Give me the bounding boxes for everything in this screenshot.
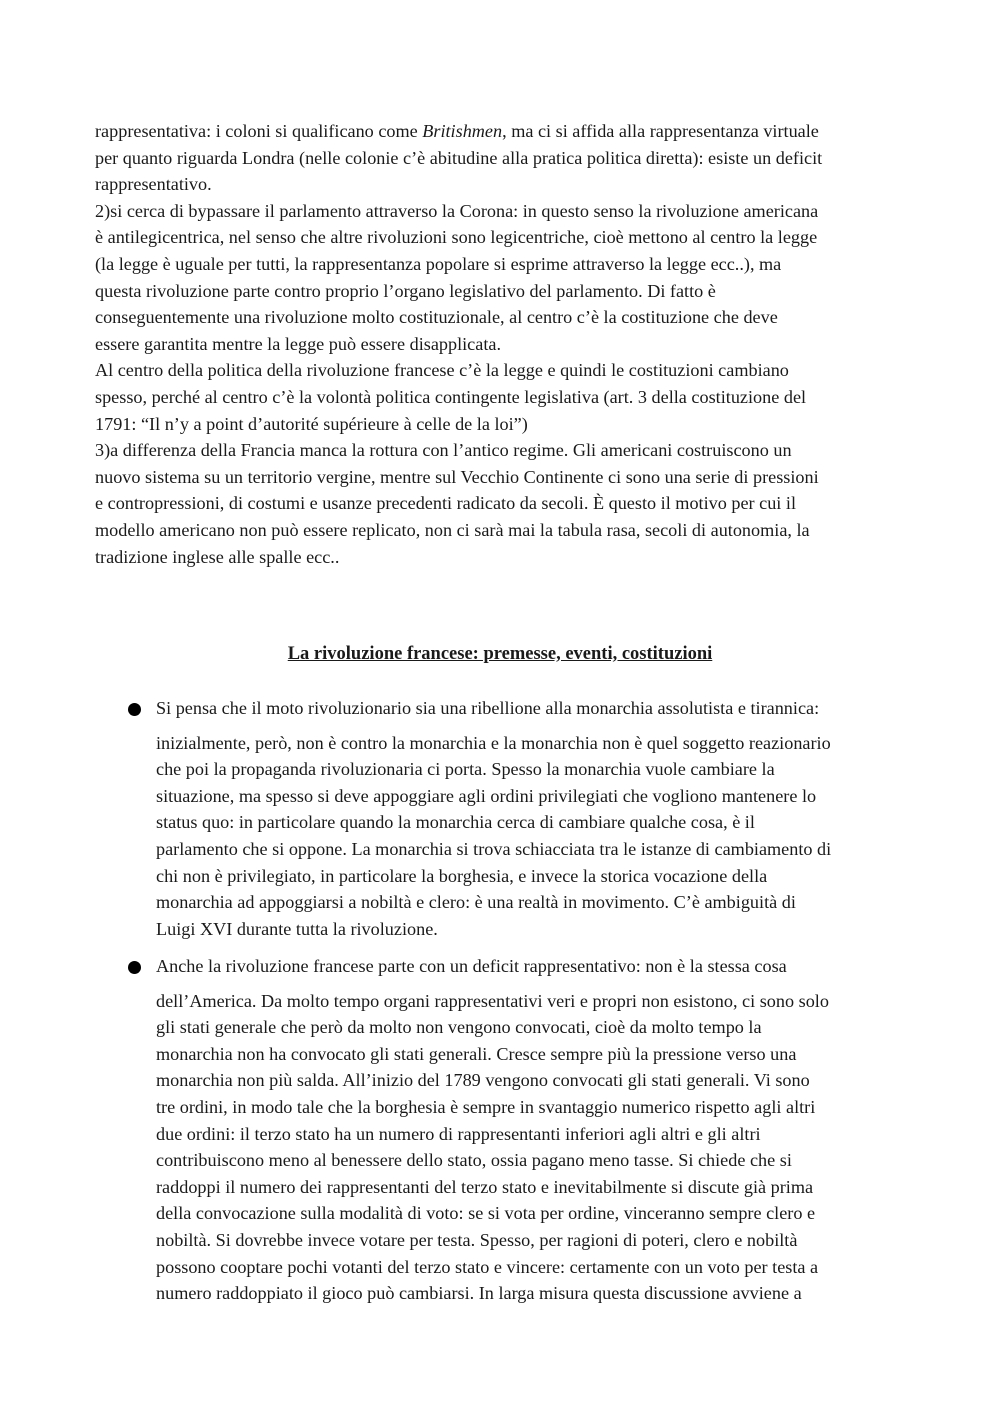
text-line: è antilegicentrica, nel senso che altre rivoluzioni sono legicentriche, cioè mettono al centro la legge [95, 227, 818, 248]
text-line: rappresentativo. [95, 174, 212, 195]
text-line: status quo: in particolare quando la monarchia cerca di cambiare qualche cosa, è il [156, 812, 755, 833]
text-line: contribuiscono meno al benessere dello stato, ossia pagano meno tasse. Si chiede che si [156, 1150, 792, 1171]
bullet-item [156, 695, 916, 942]
text-line: 3)a differenza della Francia manca la rottura con l’antico regime. Gli americani costruiscono un [95, 440, 792, 461]
bullet-dot-icon [128, 961, 141, 974]
text-line: monarchia non ha convocato gli stati generali. Cresce sempre più la pressione verso una [156, 1043, 797, 1064]
text-line: due ordini: il terzo stato ha un numero di rappresentanti inferiori agli altri e gli altri [156, 1123, 761, 1144]
text-line: spesso, perché al centro c’è la volontà politica contingente legislativa (art. 3 della costituzione del [95, 386, 807, 407]
text-line: Luigi XVI durante tutta la rivoluzione. [156, 918, 438, 939]
text-line: (la legge è uguale per tutti, la rappresentanza popolare si esprime attraverso la legge ecc..), ma [95, 253, 782, 274]
text-line: nuovo sistema su un territorio vergine, mentre sul Vecchio Continente ci sono una serie di pressioni [95, 466, 819, 487]
text-line: raddoppi il numero dei rappresentanti del terzo stato e inevitabilmente si discute già prima [156, 1176, 814, 1197]
text-line: e contropressioni, di costumi e usanze precedenti radicato da secoli. È questo il motivo per cui il [95, 493, 797, 514]
text-line: nobiltà. Si dovrebbe invece votare per testa. Spesso, per ragioni di poteri, clero e nobiltà [156, 1229, 798, 1250]
text-line: della convocazione sulla modalità di voto: se si vota per ordine, vinceranno sempre clero e [156, 1203, 816, 1224]
text-line: questa rivoluzione parte contro proprio l’organo legislativo del parlamento. Di fatto è [95, 280, 716, 301]
italic-term: Britishmen [422, 121, 503, 141]
text-line: rappresentativa: i coloni si qualificano come Britishmen, ma ci si affida alla rappresentanza virtuale [95, 121, 819, 141]
text-line: numero raddoppiato il gioco può cambiarsi. In larga misura questa discussione avviene a [156, 1283, 802, 1304]
text-line: conseguentemente una rivoluzione molto costituzionale, al centro c’è la costituzione che deve [95, 307, 778, 328]
text-line: parlamento che si oppone. La monarchia si trova schiacciata tra le istanze di cambiamento di [156, 838, 832, 859]
text-line: Al centro della politica della rivoluzione francese c’è la legge e quindi le costituzioni cambiano [95, 360, 789, 381]
text-line: che poi la propaganda rivoluzionaria ci porta. Spesso la monarchia vuole cambiare la [156, 759, 775, 780]
text-line: Anche la rivoluzione francese parte con un deficit rappresentativo: non è la stessa cosa [156, 956, 787, 976]
text-line: tre ordini, in modo tale che la borghesia è sempre in svantaggio numerico rispetto agli altri [156, 1096, 816, 1117]
text-line: situazione, ma spesso si deve appoggiare agli ordini privilegiati che vogliono mantenere lo [156, 785, 817, 806]
bullet-item [156, 953, 916, 1307]
text-line: dell’America. Da molto tempo organi rappresentativi veri e propri non esistono, ci sono solo [156, 990, 829, 1011]
section-heading: La rivoluzione francese: premesse, eventi, costituzioni [287, 644, 713, 664]
text-line: per quanto riguarda Londra (nelle colonie c’è abitudine alla pratica politica diretta): esiste un deficit [95, 147, 823, 168]
top-paragraph [95, 118, 910, 570]
bullet-dot-icon [128, 703, 141, 716]
text-line: possono cooptare pochi votanti del terzo stato e vincere: certamente con un voto per testa a [156, 1256, 819, 1277]
text-line: 2)si cerca di bypassare il parlamento attraverso la Corona: in questo senso la rivoluzione americana [95, 200, 819, 221]
text-line: chi non è privilegiato, in particolare la borghesia, e invece la storica vocazione della [156, 865, 768, 886]
text-line: monarchia non più salda. All’inizio del 1789 vengono convocati gli stati generali. Vi sono [156, 1070, 810, 1091]
text-line: tradizione inglese alle spalle ecc.. [95, 546, 340, 567]
text-line: inizialmente, però, non è contro la monarchia e la monarchia non è quel soggetto reazionario [156, 732, 831, 753]
text-line: monarchia ad appoggiarsi a nobiltà e clero: è una realtà in movimento. C’è ambiguità di [156, 892, 796, 913]
text-line: Si pensa che il moto rivoluzionario sia una ribellione alla monarchia assolutista e tirannica: [156, 698, 820, 718]
text-line: gli stati generale che però da molto non vengono convocati, cioè da molto tempo la [156, 1017, 762, 1038]
text-line: essere garantita mentre la legge può essere disapplicata. [95, 333, 502, 354]
text-line: modello americano non può essere replicato, non ci sarà mai la tabula rasa, secoli di autonomia, la [95, 519, 810, 540]
text-line: 1791: “Il n’y a point d’autorité supérieure à celle de la loi”) [95, 413, 528, 434]
